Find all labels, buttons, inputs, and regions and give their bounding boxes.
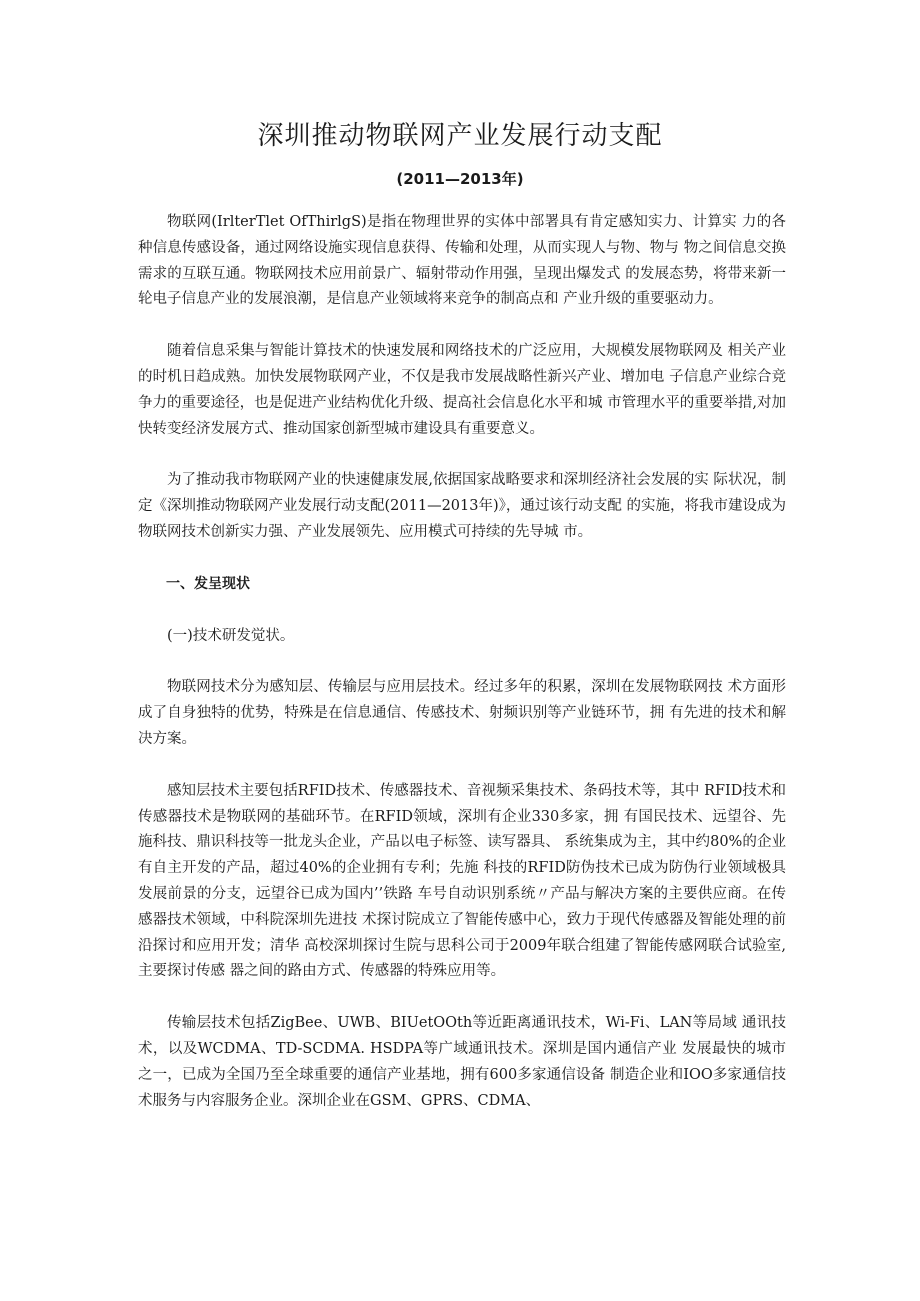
- document-subtitle: (2011—2013年): [396, 170, 524, 188]
- document-title: 深圳推动物联网产业发展行动支配: [257, 121, 663, 151]
- section-heading: 一、发呈现状: [166, 575, 250, 592]
- paragraph-perception-layer: 感知层技术主要包括RFID技术、传感器技术、音视频采集技术、条码技术等，其中 RFID技术和传感器技术是物联网的基础环节。在RFID领域，深圳有企业330多家，拥 有国民技术、远望谷、先施科技、鼎识科技等一批龙头企业，产品以电子标签、读写器具、 系统集成为主，其中约80%的企业有自主开发的产品，超过40%的企业拥有专利；先施 科技的RFID防伪技术已成为防伪行业领域极具发展前景的分支，远望谷已成为国内’’铁路 车号自动识别系统〃产品与解决方案的主要供应商。在传感器技术领域，中科院深圳先进技 术探讨院成立了智能传感中心，致力于现代传感器及智能处理的前沿探讨和应用开发；清华 高校深圳探讨生院与思科公司于2009年联合组建了智能传感网联合试验室,主要探讨传感 器之间的路由方式、传感器的特殊应用等。: [138, 782, 786, 980]
- subsection-heading: (一)技术研发觉状。: [167, 627, 295, 644]
- paragraph-opportunity: 随着信息采集与智能计算技术的快速发展和网络技术的广泛应用，大规模发展物联网及 相关产业的时机日趋成熟。加快发展物联网产业，不仅是我市发展战略性新兴产业、增加电 子信息产业综合竞争力的重要途径，也是促进产业结构优化升级、提高社会信息化水平和城 市管理水平的重要举措,对加快转变经济发展方式、推动国家创新型城市建设具有重要意义。: [138, 343, 786, 437]
- paragraph-tech-layers: 物联网技术分为感知层、传输层与应用层技术。经过多年的积累，深圳在发展物联网技 术方面形成了自身独特的优势，特殊是在信息通信、传感技术、射频识别等产业链环节，拥 有先进的技术和解决方案。: [138, 679, 786, 747]
- document-body: [138, 210, 786, 1140]
- paragraph-transport-layer: 传输层技术包括ZigBee、UWB、BIUetOOth等近距离通讯技术，Wi-Fi、LAN等局域 通讯技术，以及WCDMA、TD-SCDMA. HSDPA等广域通讯技术。深圳是国内通信产业 发展最快的城市之一，已成为全国乃至全球重要的通信产业基地，拥有600多家通信设备 制造企业和IOO多家通信技术服务与内容服务企业。深圳企业在GSM、GPRS、CDMA、: [138, 1015, 786, 1109]
- paragraph-purpose: 为了推动我市物联网产业的快速健康发展,依据国家战略要求和深圳经济社会发展的实 际状况，制定《深圳推动物联网产业发展行动支配(2011—2013年)》，通过该行动支配 的实施，将我市建设成为物联网技术创新实力强、产业发展领先、应用模式可持续的先导城 市。: [138, 472, 786, 540]
- paragraph-intro: 物联网(IrlterTlet OfThirlgS)是指在物理世界的实体中部署具有肯定感知实力、计算实 力的各种信息传感设备，通过网络设施实现信息获得、传输和处理，从而实现人与物、物与 物之间信息交换需求的互联互通。物联网技术应用前景广、辐射带动作用强，呈现出爆发式 的发展态势，将带来新一轮电子信息产业的发展浪潮，是信息产业领域将来竞争的制高点和 产业升级的重要驱动力。: [138, 214, 786, 308]
